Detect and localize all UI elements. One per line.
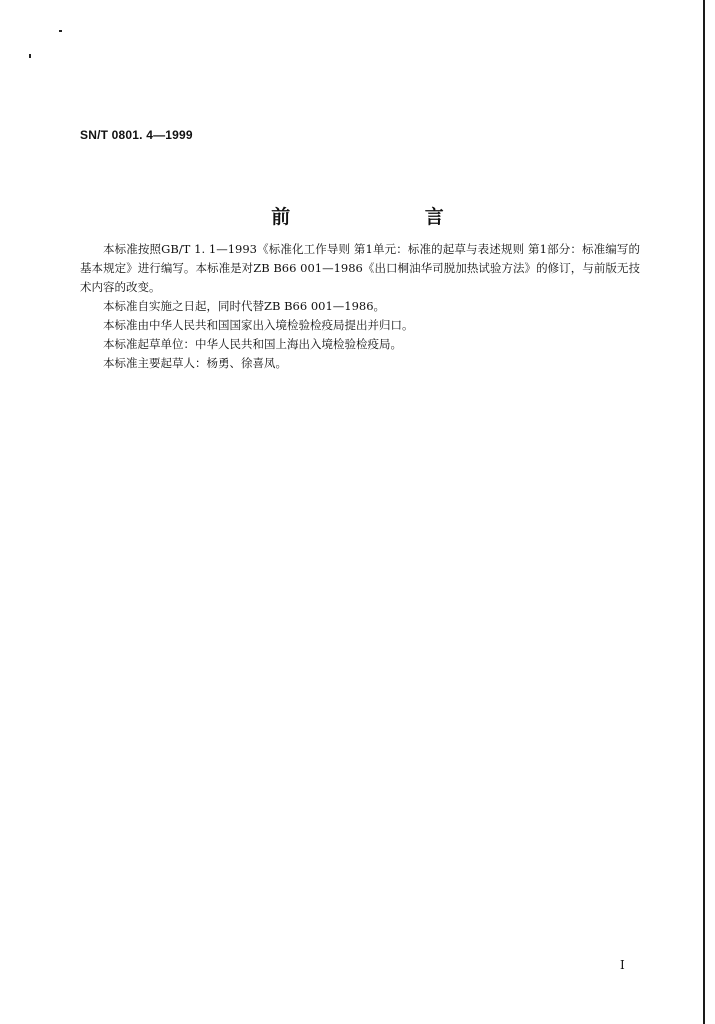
standard-code: SN/T 0801. 4—1999: [80, 128, 193, 142]
paragraph-drafting-basis: 本标准按照GB/T 1. 1—1993《标准化工作导则 第1单元：标准的起草与表述规则 第1部分：标准编写的基本规定》进行编写。本标准是对ZB B66 001—1986《出口桐油华司脱加热试验方法》的修订，与前版无技术内容的改变。: [80, 242, 640, 294]
page-title: 前 言: [271, 206, 508, 228]
scan-speck: [59, 30, 62, 32]
paragraph-proposer: 本标准由中华人民共和国国家出入境检验检疫局提出并归口。: [103, 318, 414, 332]
page-number: I: [620, 958, 625, 972]
foreword-body: [80, 240, 640, 373]
scan-speck: [29, 54, 31, 58]
paragraph-drafters: 本标准主要起草人：杨勇、徐喜凤。: [103, 356, 287, 370]
paragraph-drafting-unit: 本标准起草单位：中华人民共和国上海出入境检验检疫局。: [103, 337, 402, 351]
scan-edge-line: [703, 0, 705, 1024]
paragraph-replacement: 本标准自实施之日起，同时代替ZB B66 001—1986。: [103, 299, 386, 313]
